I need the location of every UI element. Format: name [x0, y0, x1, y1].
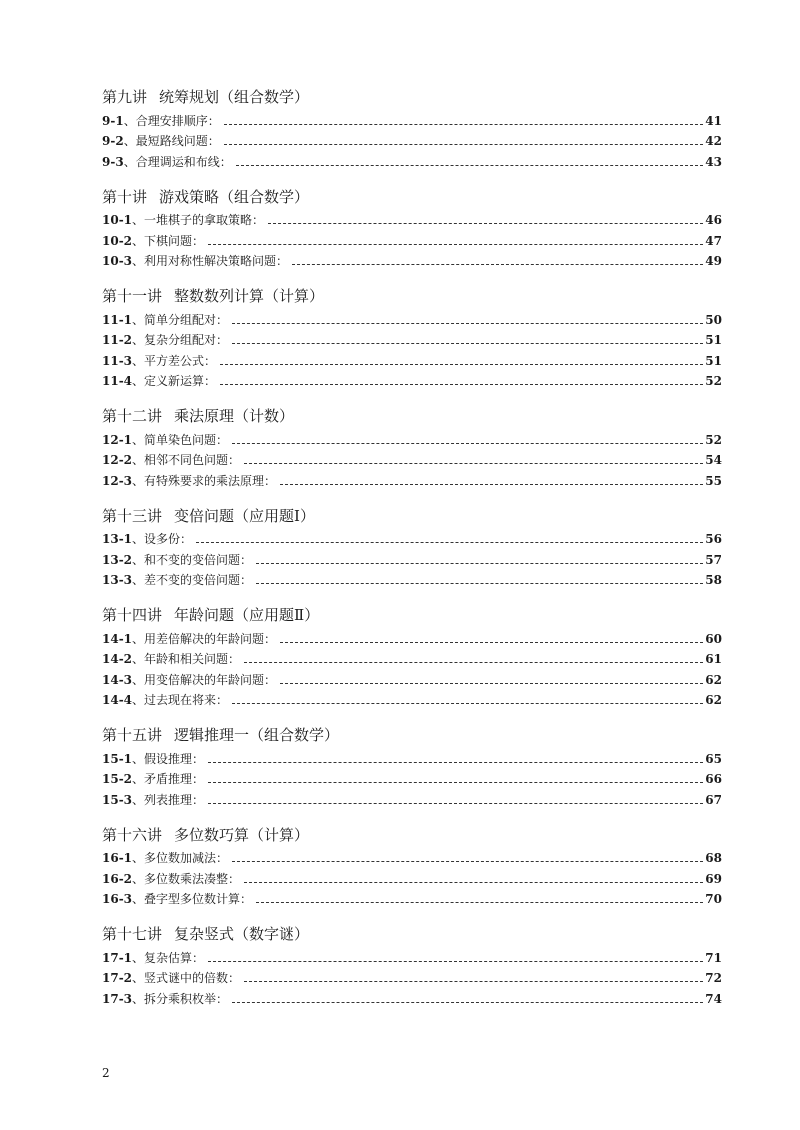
dotted-leader [244, 662, 703, 663]
toc-entry[interactable] [102, 947, 722, 968]
entry-page-number: 69 [705, 871, 722, 886]
entry-separator: 、 [132, 792, 145, 807]
chapter-heading [102, 186, 722, 208]
dotted-leader [268, 223, 703, 224]
dotted-leader [280, 484, 703, 485]
chapter-heading [102, 505, 722, 527]
entry-page-number: 47 [705, 233, 722, 248]
entry-code: 9-2 [102, 134, 124, 148]
entry-title: 下棋问题： [144, 233, 205, 248]
entry-separator: 、 [132, 672, 145, 687]
chapter-heading [102, 724, 722, 746]
chapter-heading [102, 405, 722, 427]
dotted-leader [292, 264, 703, 265]
chapter-title: 乘法原理（计数） [174, 407, 295, 425]
entry-separator: 、 [132, 971, 145, 985]
entry-title: 相邻不同色问题： [144, 453, 241, 467]
chapter-section [102, 505, 722, 591]
dotted-leader [244, 463, 703, 464]
entry-page-number: 51 [705, 353, 722, 368]
entry-code: 14-2 [102, 652, 133, 666]
entry-title: 合理安排顺序： [135, 113, 220, 128]
entry-title: 一堆棋子的拿取策略： [144, 213, 265, 227]
entry-page-number: 60 [705, 631, 722, 646]
chapter-section [102, 724, 722, 810]
toc-entry[interactable] [102, 628, 722, 649]
toc-entry[interactable] [102, 371, 722, 392]
entry-code: 17-3 [102, 991, 133, 1006]
chapter-heading [102, 604, 722, 626]
toc-entry[interactable] [102, 450, 722, 471]
chapter-section [102, 285, 722, 391]
entry-page-number: 62 [705, 693, 722, 707]
entry-separator: 、 [132, 693, 145, 707]
toc-entry[interactable] [102, 151, 722, 172]
entry-title: 简单分组配对： [144, 312, 229, 327]
entry-code: 11-1 [102, 312, 133, 327]
entry-page-number: 57 [705, 552, 722, 567]
toc-entry[interactable] [102, 690, 722, 711]
entry-separator: 、 [132, 871, 145, 886]
entry-page-number: 74 [705, 991, 722, 1006]
toc-entry[interactable] [102, 230, 722, 251]
dotted-leader [208, 244, 703, 245]
entry-code: 9-1 [102, 113, 124, 128]
chapter-heading [102, 86, 722, 108]
dotted-leader [224, 144, 704, 145]
toc-entry[interactable] [102, 110, 722, 131]
toc-entry[interactable] [102, 131, 722, 152]
chapter-title: 多位数巧算（计算） [174, 825, 310, 844]
dotted-leader [280, 683, 703, 684]
entry-code: 14-4 [102, 693, 133, 707]
chapter-title: 年龄问题（应用题Ⅱ） [174, 606, 320, 624]
entry-page-number: 55 [705, 473, 722, 488]
entry-separator: 、 [132, 751, 145, 766]
entry-page-number: 72 [705, 971, 722, 985]
entry-code: 12-2 [102, 453, 133, 467]
entry-title: 拆分乘积枚举： [144, 991, 229, 1006]
entry-code: 16-3 [102, 892, 133, 906]
entry-page-number: 71 [705, 950, 722, 965]
entry-title: 平方差公式： [144, 353, 217, 368]
dotted-leader [208, 803, 703, 804]
entry-code: 16-1 [102, 851, 133, 865]
chapter-title: 整数数列计算（计算） [174, 287, 325, 305]
entry-separator: 、 [132, 432, 145, 447]
toc-entry[interactable] [102, 251, 722, 272]
chapter-title: 统筹规划（组合数学） [159, 88, 310, 106]
entry-separator: 、 [132, 353, 145, 368]
chapter-heading [102, 285, 722, 307]
dotted-leader [232, 703, 703, 704]
entry-title: 多位数加减法： [144, 851, 229, 865]
dotted-leader [232, 343, 703, 344]
toc-entry[interactable] [102, 529, 722, 550]
dotted-leader [256, 563, 703, 564]
entry-page-number: 56 [705, 532, 722, 546]
entry-separator: 、 [132, 473, 145, 488]
toc-entry[interactable] [102, 570, 722, 591]
chapter-number: 第十一讲 [102, 287, 163, 305]
toc-entry[interactable] [102, 968, 722, 989]
entry-code: 10-2 [102, 233, 133, 248]
entry-page-number: 50 [705, 312, 722, 327]
chapter-section [102, 86, 722, 172]
toc-entry[interactable] [102, 429, 722, 450]
chapter-title: 逻辑推理一（组合数学） [174, 726, 340, 744]
dotted-leader [232, 443, 703, 444]
entry-separator: 、 [132, 991, 145, 1006]
toc-entry[interactable] [102, 330, 722, 351]
entry-title: 过去现在将来： [144, 693, 229, 707]
entry-code: 13-3 [102, 573, 133, 587]
entry-separator: 、 [123, 113, 136, 128]
entry-separator: 、 [132, 233, 145, 248]
chapter-number: 第十五讲 [102, 726, 163, 744]
dotted-leader [232, 1002, 703, 1003]
entry-title: 叠字型多位数计算： [144, 892, 253, 906]
entry-code: 11-2 [102, 333, 133, 347]
entry-code: 13-2 [102, 552, 133, 567]
toc-entry[interactable] [102, 868, 722, 889]
entry-title: 复杂分组配对： [144, 333, 229, 347]
entry-separator: 、 [132, 631, 145, 646]
dotted-leader [256, 583, 703, 584]
toc-entry[interactable] [102, 309, 722, 330]
chapter-title: 变倍问题（应用题Ⅰ） [174, 506, 315, 525]
toc-entry[interactable] [102, 649, 722, 670]
toc-entry[interactable] [102, 988, 722, 1009]
dotted-leader [244, 981, 703, 982]
dotted-leader [208, 782, 703, 783]
entry-separator: 、 [132, 213, 145, 227]
entry-title: 假设推理： [144, 751, 205, 766]
page-number: 2 [102, 1066, 110, 1080]
dotted-leader [232, 861, 703, 862]
entry-code: 12-3 [102, 473, 133, 488]
entry-title: 合理调运和布线： [135, 154, 232, 169]
dotted-leader [224, 124, 704, 125]
entry-code: 9-3 [102, 154, 124, 169]
entry-code: 11-3 [102, 353, 133, 368]
chapter-section [102, 405, 722, 491]
chapter-number: 第九讲 [102, 88, 148, 106]
toc-entry[interactable] [102, 669, 722, 690]
entry-separator: 、 [132, 333, 145, 347]
dotted-leader [244, 882, 703, 883]
chapter-section [102, 824, 722, 910]
chapter-title: 复杂竖式（数字谜） [174, 925, 310, 943]
entry-page-number: 46 [705, 213, 722, 227]
entry-title: 差不变的变倍问题： [144, 573, 253, 587]
entry-code: 15-2 [102, 772, 133, 786]
entry-title: 矛盾推理： [144, 772, 205, 786]
entry-title: 竖式谜中的倍数： [144, 971, 241, 985]
chapter-title: 游戏策略（组合数学） [159, 187, 310, 206]
entry-code: 11-4 [102, 374, 133, 388]
entry-code: 13-1 [102, 532, 133, 546]
chapter-heading [102, 824, 722, 846]
entry-title: 多位数乘法凑整： [144, 871, 241, 886]
entry-page-number: 70 [705, 892, 722, 906]
dotted-leader [208, 762, 703, 763]
chapter-number: 第十七讲 [102, 925, 163, 943]
entry-separator: 、 [132, 312, 145, 327]
entry-page-number: 42 [705, 134, 722, 148]
entry-page-number: 58 [705, 573, 722, 587]
entry-page-number: 43 [705, 154, 722, 169]
entry-separator: 、 [132, 950, 145, 965]
entry-code: 14-1 [102, 631, 133, 646]
entry-title: 定义新运算： [144, 374, 217, 388]
entry-code: 16-2 [102, 871, 133, 886]
entry-page-number: 51 [705, 333, 722, 347]
dotted-leader [232, 323, 703, 324]
entry-title: 用差倍解决的年龄问题： [144, 631, 277, 646]
chapter-number: 第十四讲 [102, 606, 163, 624]
entry-code: 10-3 [102, 254, 133, 268]
entry-code: 10-1 [102, 213, 133, 227]
entry-separator: 、 [123, 154, 136, 169]
toc-entry[interactable] [102, 889, 722, 910]
entry-page-number: 67 [705, 792, 722, 807]
entry-title: 复杂估算： [144, 950, 205, 965]
chapter-section [102, 186, 722, 272]
entry-title: 利用对称性解决策略问题： [144, 254, 289, 268]
dotted-leader [220, 384, 703, 385]
entry-separator: 、 [132, 254, 145, 268]
dotted-leader [280, 642, 703, 643]
entry-title: 用变倍解决的年龄问题： [144, 672, 277, 687]
toc-entry[interactable] [102, 470, 722, 491]
entry-code: 15-1 [102, 751, 133, 766]
entry-title: 和不变的变倍问题： [144, 552, 253, 567]
entry-page-number: 52 [705, 432, 722, 447]
entry-code: 17-2 [102, 971, 133, 985]
chapter-number: 第十六讲 [102, 825, 163, 844]
entry-title: 设多份： [144, 532, 193, 546]
entry-page-number: 66 [705, 772, 722, 786]
entry-separator: 、 [123, 134, 136, 148]
entry-page-number: 65 [705, 751, 722, 766]
entry-page-number: 52 [705, 374, 722, 388]
entry-title: 有特殊要求的乘法原理： [144, 473, 277, 488]
entry-title: 年龄和相关问题： [144, 652, 241, 666]
entry-page-number: 62 [705, 672, 722, 687]
chapter-number: 第十三讲 [102, 506, 163, 525]
entry-code: 14-3 [102, 672, 133, 687]
entry-separator: 、 [132, 892, 145, 906]
entry-page-number: 54 [705, 453, 722, 467]
chapter-number: 第十讲 [102, 187, 148, 206]
entry-separator: 、 [132, 851, 145, 865]
dotted-leader [208, 961, 703, 962]
toc-entry[interactable] [102, 350, 722, 371]
entry-page-number: 49 [705, 254, 722, 268]
entry-separator: 、 [132, 652, 145, 666]
entry-page-number: 68 [705, 851, 722, 865]
entry-title: 简单染色问题： [144, 432, 229, 447]
entry-separator: 、 [132, 772, 145, 786]
toc-entry[interactable] [102, 748, 722, 769]
dotted-leader [236, 165, 704, 166]
dotted-leader [196, 542, 703, 543]
dotted-leader [256, 902, 703, 903]
dotted-leader [220, 364, 703, 365]
entry-page-number: 61 [705, 652, 722, 666]
entry-code: 17-1 [102, 950, 133, 965]
toc-entry[interactable] [102, 789, 722, 810]
chapter-number: 第十二讲 [102, 407, 163, 425]
entry-title: 列表推理： [144, 792, 205, 807]
chapter-section [102, 923, 722, 1009]
entry-title: 最短路线问题： [135, 134, 220, 148]
entry-separator: 、 [132, 532, 145, 546]
entry-separator: 、 [132, 374, 145, 388]
table-of-contents [102, 86, 722, 1023]
entry-code: 15-3 [102, 792, 133, 807]
chapter-section [102, 604, 722, 710]
entry-separator: 、 [132, 453, 145, 467]
toc-entry[interactable] [102, 848, 722, 869]
entry-separator: 、 [132, 573, 145, 587]
entry-page-number: 41 [705, 113, 722, 128]
toc-entry[interactable] [102, 210, 722, 231]
toc-entry[interactable] [102, 549, 722, 570]
entry-code: 12-1 [102, 432, 133, 447]
chapter-heading [102, 923, 722, 945]
entry-separator: 、 [132, 552, 145, 567]
toc-entry[interactable] [102, 769, 722, 790]
